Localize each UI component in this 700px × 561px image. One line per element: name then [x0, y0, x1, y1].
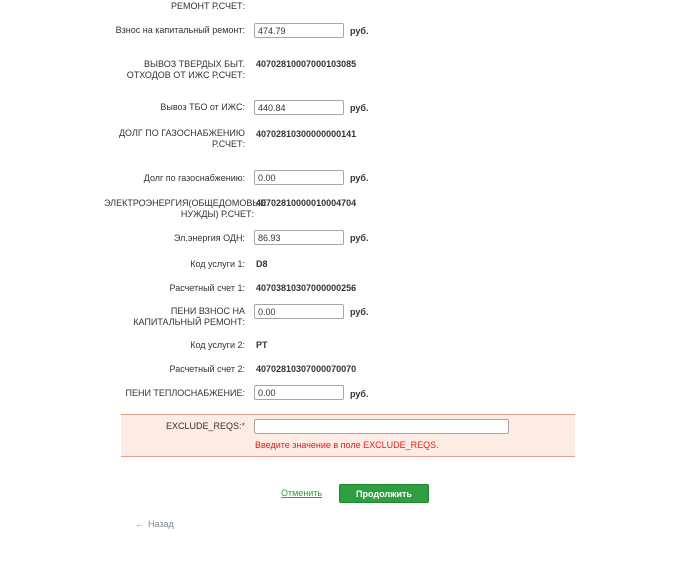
electricity-payment-input[interactable] [254, 230, 344, 245]
settlement-account-2-value: 40702810307000070070 [256, 364, 357, 374]
capital-repair-payment-input[interactable] [254, 23, 344, 38]
settlement-account-2-label: Расчетный счет 2: [169, 364, 245, 374]
solid-waste-account-value: 40702810007000103085 [256, 59, 357, 69]
heating-penalty-input[interactable] [254, 385, 344, 400]
capital-repair-penalty-input[interactable] [254, 304, 344, 319]
currency-unit: руб. [350, 173, 369, 183]
currency-unit: руб. [350, 26, 369, 36]
gas-debt-payment-input[interactable] [254, 170, 344, 185]
service-code-2-value: PT [256, 340, 268, 350]
arrow-left-icon: ← [135, 519, 144, 529]
currency-unit: руб. [350, 307, 369, 317]
back-link[interactable] [135, 519, 174, 530]
gas-debt-account-label: ДОЛГ ПО ГАЗОСНАБЖЕНИЮ Р.СЧЕТ: [118, 128, 245, 149]
electricity-account-value: 40702810000010004704 [256, 198, 357, 208]
required-mark: * [241, 421, 245, 431]
cancel-link[interactable]: Отменить [281, 488, 323, 498]
continue-button[interactable]: Продолжить [339, 484, 429, 503]
service-code-2-label: Код услуги 2: [190, 340, 245, 350]
capital-repair-account-label: РЕМОНТ Р.СЧЕТ: [170, 1, 245, 11]
exclude-reqs-label-text: EXCLUDE_REQS: [165, 421, 242, 431]
service-code-1-label: Код услуги 1: [190, 259, 245, 269]
service-code-1-value: D8 [256, 259, 268, 269]
heating-penalty-label: ПЕНИ ТЕПЛОСНАБЖЕНИЕ: [125, 388, 245, 398]
capital-repair-penalty-label: ПЕНИ ВЗНОС НА КАПИТАЛЬНЫЙ РЕМОНТ: [133, 306, 245, 327]
exclude-reqs-label [105, 421, 245, 432]
currency-unit: руб. [350, 103, 369, 113]
electricity-account-label: ЭЛЕКТРОЭНЕРГИЯ(ОБЩЕДОМОВЫЕ НУЖДЫ) Р.СЧЕТ: [104, 198, 267, 219]
currency-unit: руб. [350, 233, 369, 243]
settlement-account-1-value: 40703810307000000256 [256, 283, 357, 293]
exclude-reqs-error-message: Введите значение в поле EXCLUDE_REQS. [255, 440, 439, 450]
electricity-payment-label: Эл.энергия ОДН: [173, 233, 245, 243]
gas-debt-account-value: 40702810300000000141 [256, 129, 357, 139]
solid-waste-payment-label: Вывоз ТБО от ИЖС: [160, 102, 245, 112]
back-link-label: Назад [148, 519, 174, 529]
capital-repair-payment-label: Взнос на капитальный ремонт: [115, 25, 245, 35]
settlement-account-1-label: Расчетный счет 1: [169, 283, 245, 293]
currency-unit: руб. [350, 389, 369, 399]
gas-debt-payment-label: Долг по газоснабжению: [143, 173, 245, 183]
solid-waste-account-label: ВЫВОЗ ТВЕРДЫХ БЫТ. ОТХОДОВ ОТ ИЖС Р.СЧЕТ: [126, 59, 245, 80]
exclude-reqs-input[interactable] [254, 419, 509, 434]
solid-waste-payment-input[interactable] [254, 100, 344, 115]
